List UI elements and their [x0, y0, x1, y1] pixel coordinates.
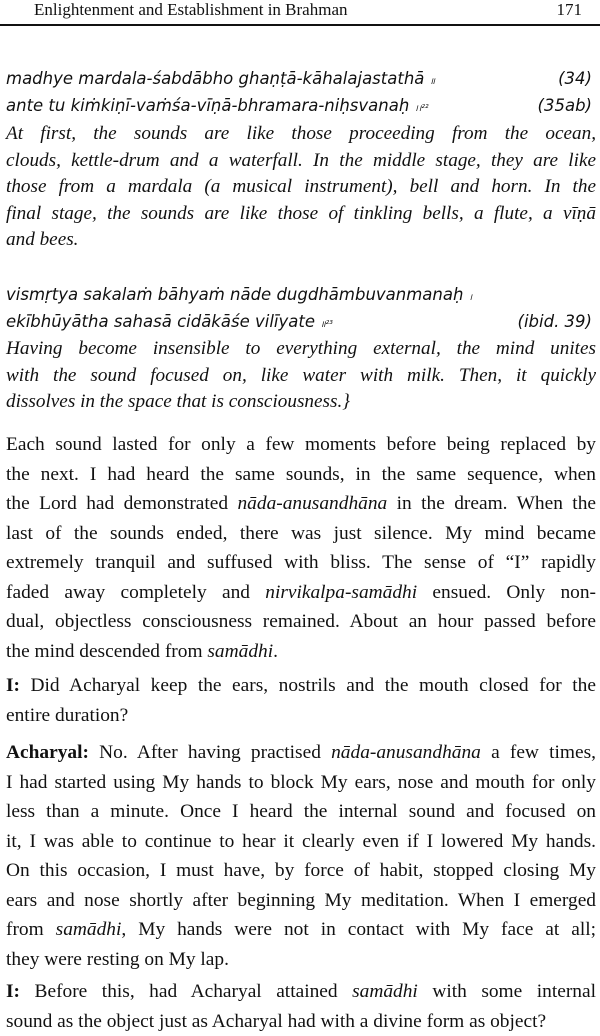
running-header [0, 0, 600, 22]
text-run: the mind descended from [6, 641, 207, 662]
sanskrit-term: nāda-anusandhāna [237, 493, 387, 514]
translation-line: with the sound focused on, like water with milk. Then, it quickly [6, 363, 596, 390]
paragraph-line [6, 671, 596, 701]
sanskrit-term: nāda-anusandhāna [331, 742, 481, 763]
text-run: faded away completely and [6, 582, 265, 603]
verse-text: ante tu kiṁkiṇī-vaṁśa-vīṇā-bhramara-niḥsvanaḥ [6, 96, 409, 115]
translation-line: dissolves in the space that is consciousness.} [6, 389, 596, 416]
paragraph-line: On this occasion, I must have, by force of habit, stopped closing My [6, 856, 596, 886]
verse-translation [6, 336, 596, 416]
sanskrit-term: samādhi [56, 919, 122, 940]
text-run: with some internal [418, 981, 596, 1002]
paragraph-line [6, 637, 596, 667]
verse-text: ekībhūyātha sahasā cidākāśe vilīyate [6, 312, 315, 331]
speaker-label: I: [6, 981, 20, 1002]
text-run: , My hands were not in contact with My face at all; [121, 919, 596, 940]
text-run: in the dream. When the [387, 493, 596, 514]
translation-line: and bees. [6, 227, 596, 254]
page-number: 171 [557, 0, 583, 20]
text-run: Before this, had Acharyal attained [20, 981, 352, 1002]
paragraph-line [6, 738, 596, 768]
paragraph-line: the next. I had heard the same sounds, in the same sequence, when [6, 460, 596, 490]
verse-mark: ।।²² [415, 104, 429, 114]
translation-line: Having become insensible to everything external, the mind unites [6, 336, 596, 363]
sanskrit-term: nirvikalpa-samādhi [265, 582, 417, 603]
translation-line: those from a mardala (a musical instrument), bell and horn. In the [6, 174, 596, 201]
verse-translation [6, 121, 596, 254]
verse-line [6, 282, 596, 311]
text-run: . [273, 641, 278, 662]
verse-line [6, 66, 596, 95]
translation-line: final stage, the sounds are like those of tinkling bells, a flute, a vīṇā [6, 201, 596, 228]
paragraph-line: they were resting on My lap. [6, 945, 596, 975]
sanskrit-term: samādhi [207, 641, 273, 662]
paragraph-line: extremely tranquil and suffused with bliss. The sense of “I” rapidly [6, 548, 596, 578]
paragraph-line: it, I was able to continue to hear it clearly even if I lowered My hands. [6, 827, 596, 857]
paragraph-line: last of the sounds ended, there was just silence. My mind became [6, 519, 596, 549]
sanskrit-term: samādhi [352, 981, 418, 1002]
verse-text: madhye mardala-śabdābho ghaṇṭā-kāhalajastathā [6, 69, 424, 88]
text-run: No. After having practised [89, 742, 331, 763]
paragraph-line: ears and nose shortly after beginning My meditation. When I emerged [6, 886, 596, 916]
verse-line [6, 93, 596, 122]
verse-number: (35ab) [538, 93, 592, 119]
text-run: the Lord had demonstrated [6, 493, 237, 514]
paragraph-line: less than a minute. Once I heard the internal sound and focused on [6, 797, 596, 827]
paragraph-line: I had started using My hands to block My ears, nose and mouth for only [6, 768, 596, 798]
text-run: ensued. Only non- [417, 582, 596, 603]
verse-number: (ibid. 39) [518, 309, 592, 335]
verse-mark: ॥ [430, 77, 435, 87]
paragraph-line: sound as the object just as Acharyal had with a divine form as object? [6, 1007, 596, 1036]
paragraph-line [6, 489, 596, 519]
paragraph-line: entire duration? [6, 701, 596, 731]
answer-paragraph [6, 738, 596, 974]
verse-number: (34) [558, 66, 592, 92]
text-run: Did Acharyal keep the ears, nostrils and the mouth closed for the [20, 675, 596, 696]
speaker-label: I: [6, 675, 20, 696]
header-rule [0, 24, 600, 26]
verse-mark: ॥²³ [320, 320, 333, 330]
translation-line: clouds, kettle-drum and a waterfall. In the middle stage, they are like [6, 148, 596, 175]
text-run: a few times, [481, 742, 596, 763]
paragraph-line [6, 578, 596, 608]
question-paragraph [6, 671, 596, 730]
paragraph-line [6, 977, 596, 1007]
verse-mark: । [469, 293, 472, 303]
text-run: from [6, 919, 56, 940]
paragraph-line: Each sound lasted for only a few moments before being replaced by [6, 430, 596, 460]
narrative-paragraph [6, 430, 596, 666]
verse-line [6, 309, 596, 338]
question-paragraph [6, 977, 596, 1036]
speaker-label: Acharyal: [6, 742, 89, 763]
chapter-title: Enlightenment and Establishment in Brahman [34, 0, 348, 20]
verse-text: vismṛtya sakalaṁ bāhyaṁ nāde dugdhāmbuvanmanaḥ [6, 285, 463, 304]
translation-line: At first, the sounds are like those proceeding from the ocean, [6, 121, 596, 148]
paragraph-line: dual, objectless consciousness remained. About an hour passed before [6, 607, 596, 637]
paragraph-line [6, 915, 596, 945]
